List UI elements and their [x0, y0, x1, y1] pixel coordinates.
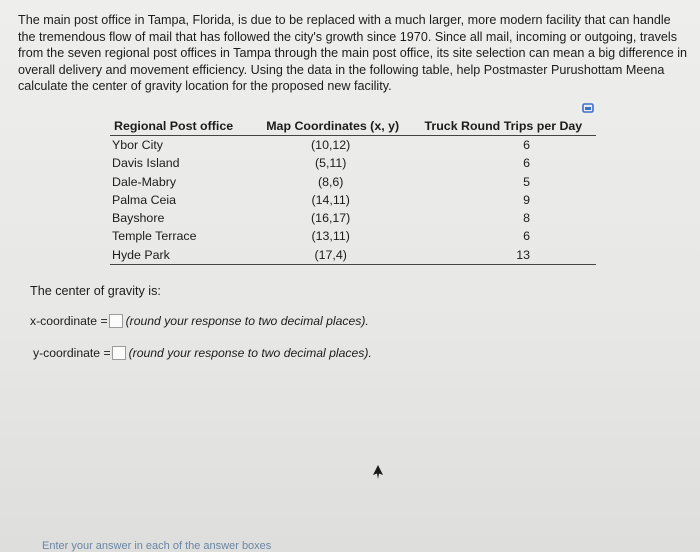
office-coordinates: (16,17): [311, 211, 351, 226]
header-map-coordinates: Map Coordinates (x, y): [255, 118, 411, 136]
office-coordinates: (10,12): [311, 138, 351, 152]
y-coordinate-input[interactable]: [112, 346, 126, 360]
x-coordinate-input[interactable]: [109, 314, 123, 328]
office-name: Hyde Park: [110, 246, 255, 265]
office-trips: 13: [411, 246, 596, 265]
office-coordinates: (17,4): [255, 246, 411, 265]
y-coordinate-hint: (round your response to two decimal places).: [128, 346, 372, 360]
center-of-gravity-intro: The center of gravity is:: [30, 284, 161, 298]
office-name: Ybor City: [112, 138, 163, 152]
table-row: [110, 136, 596, 155]
table-row: [110, 246, 596, 265]
office-trips: 8: [523, 211, 530, 226]
table-row: [110, 173, 596, 191]
header-regional-post-office: Regional Post office: [110, 118, 255, 136]
office-coordinates: (5,11): [314, 156, 347, 171]
table-row: [110, 227, 596, 245]
post-office-table: [110, 118, 596, 265]
problem-statement: The main post office in Tampa, Florida, is due to be replaced with a much larger, more modern facility that can handle the tremendous flow of mail that has followed the city's growth since 1970. Since all mail, incoming or outgoing, travels from the seven regional post offices in Tampa through the main post office, its site selection can mean a big difference in overall delivery and movement efficiency. Using the data in the following table, help Postmaster Purushottam Meena calculate the center of gravity location for the proposed new facility.: [18, 13, 688, 93]
table-row: [110, 209, 596, 227]
office-name: Temple Terrace: [112, 229, 197, 244]
table-row: [110, 154, 596, 172]
office-name: Palma Ceia: [112, 192, 177, 207]
x-coordinate-label: x-coordinate =: [30, 314, 108, 328]
office-coordinates: (14,11): [311, 192, 350, 207]
y-coordinate-label: y-coordinate =: [33, 346, 111, 360]
table-header-row: [110, 118, 596, 136]
office-trips: 6: [523, 156, 530, 171]
mouse-pointer-icon: [372, 464, 384, 480]
office-trips: 9: [523, 192, 530, 207]
x-coordinate-hint: (round your response to two decimal places).: [125, 314, 369, 328]
copy-icon[interactable]: [582, 103, 594, 113]
office-name: Davis Island: [112, 156, 180, 171]
x-coordinate-line: [30, 314, 369, 328]
office-trips: 6: [523, 229, 530, 244]
office-name: Bayshore: [112, 211, 165, 226]
header-truck-round-trips: Truck Round Trips per Day: [411, 118, 596, 136]
office-name: Dale-Mabry: [112, 174, 177, 189]
office-trips: 5: [523, 174, 530, 189]
footer-instruction: Enter your answer in each of the answer boxes: [42, 540, 272, 552]
office-coordinates: (13,11): [311, 229, 350, 244]
y-coordinate-line: [33, 346, 372, 360]
table-row: [110, 191, 596, 209]
office-coordinates: (8,6): [317, 174, 344, 189]
office-trips: 6: [523, 138, 530, 152]
